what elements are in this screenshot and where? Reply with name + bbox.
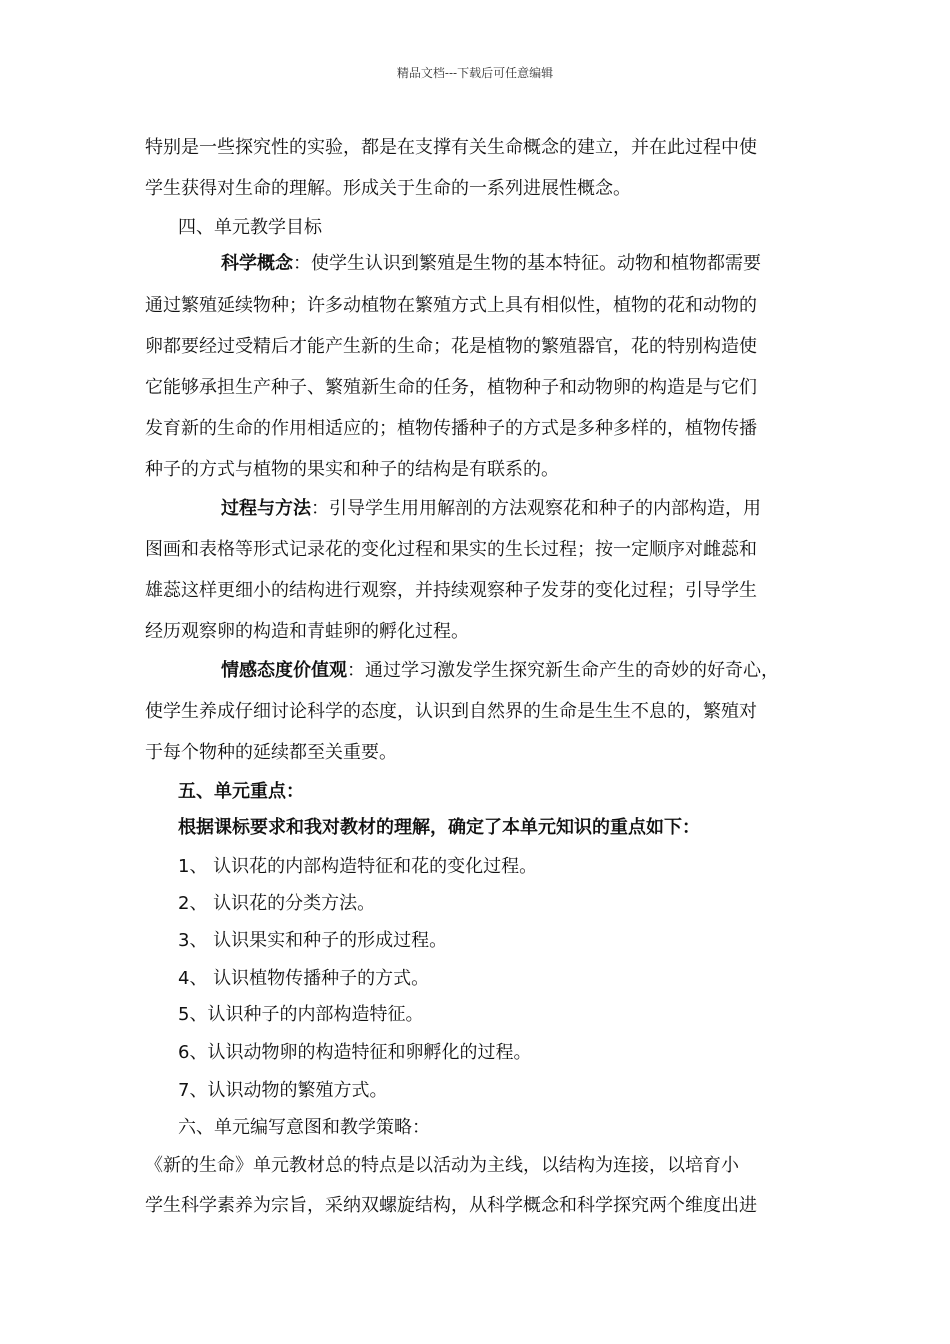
text-line (221, 659, 779, 683)
line-text: 卵都要经过受精后才能产生新的生命；花是植物的繁殖器官，花的特别构造使 (145, 336, 757, 357)
text-line (145, 741, 397, 765)
text-line (178, 1003, 423, 1027)
line-text: 经历观察卵的构造和青蛙卵的孵化过程。 (145, 621, 469, 642)
bold-heading: 根据课标要求和我对教材的理解，确定了本单元知识的重点如下： (178, 817, 700, 838)
line-text: 3、 认识果实和种子的形成过程。 (178, 930, 448, 951)
text-line (178, 929, 447, 953)
line-text: 1、 认识花的内部构造特征和花的变化过程。 (178, 856, 538, 877)
line-text: 种子的方式与植物的果实和种子的结构是有联系的。 (145, 459, 559, 480)
text-line (178, 967, 429, 991)
line-text: 它能够承担生产种子、繁殖新生命的任务，植物种子和动物卵的构造是与它们 (145, 377, 757, 398)
text-line (145, 1154, 739, 1178)
line-text: 雄蕊这样更细小的结构进行观察，并持续观察种子发芽的变化过程；引导学生 (145, 580, 757, 601)
line-text: 《新的生命》单元教材总的特点是以活动为主线，以结构为连接，以培育小 (145, 1155, 739, 1176)
text-line (221, 497, 761, 521)
page-header: 精品文档---下载后可任意编辑 (396, 66, 554, 80)
line-text: ：使学生认识到繁殖是生物的基本特征。动物和植物都需要 (293, 253, 761, 274)
line-text: 7、认识动物的繁殖方式。 (178, 1080, 388, 1101)
line-text: 于每个物种的延续都至关重要。 (145, 742, 397, 763)
text-line (178, 780, 304, 804)
text-line (145, 294, 757, 318)
line-text: 特别是一些探究性的实验，都是在支撑有关生命概念的建立，并在此过程中使 (145, 137, 757, 158)
text-line (145, 417, 757, 441)
bold-heading: 五、单元重点： (178, 781, 304, 802)
line-text: 学生科学素养为宗旨，采纳双螺旋结构，从科学概念和科学探究两个维度出进 (145, 1195, 757, 1216)
text-line (145, 458, 559, 482)
text-line (178, 216, 322, 240)
line-text: ：通过学习激发学生探究新生命产生的奇妙的好奇心， (347, 660, 779, 681)
line-text: 发育新的生命的作用相适应的；植物传播种子的方式是多种多样的，植物传播 (145, 418, 757, 439)
line-text: 四、单元教学目标 (178, 217, 322, 238)
text-line (145, 335, 757, 359)
bold-heading: 过程与方法 (221, 498, 311, 519)
text-line (145, 700, 757, 724)
line-text: 使学生养成仔细讨论科学的态度，认识到自然界的生命是生生不息的，繁殖对 (145, 701, 757, 722)
text-line (221, 252, 761, 276)
text-line (178, 1079, 387, 1103)
line-text: 图画和表格等形式记录花的变化过程和果实的生长过程；按一定顺序对雌蕊和 (145, 539, 757, 560)
text-line (178, 816, 700, 840)
line-text: 2、 认识花的分类方法。 (178, 893, 376, 914)
text-line (145, 538, 757, 562)
text-line (145, 376, 757, 400)
line-text: 学生获得对生命的理解。形成关于生命的一系列进展性概念。 (145, 178, 631, 199)
text-line (178, 892, 375, 916)
text-line (178, 1041, 531, 1065)
line-text: 5、认识种子的内部构造特征。 (178, 1004, 424, 1025)
line-text: 六、单元编写意图和教学策略： (178, 1117, 430, 1138)
bold-heading: 科学概念 (221, 253, 293, 274)
line-text: ：引导学生用用解剖的方法观察花和种子的内部构造，用 (311, 498, 761, 519)
text-line (178, 1116, 430, 1140)
text-line (145, 177, 631, 201)
bold-heading: 情感态度价值观 (221, 660, 347, 681)
line-text: 6、认识动物卵的构造特征和卵孵化的过程。 (178, 1042, 532, 1063)
text-line (178, 855, 537, 879)
text-line (145, 579, 757, 603)
line-text: 通过繁殖延续物种；许多动植物在繁殖方式上具有相似性，植物的花和动物的 (145, 295, 757, 316)
line-text: 4、 认识植物传播种子的方式。 (178, 968, 430, 989)
text-line (145, 1194, 757, 1218)
text-line (145, 620, 469, 644)
text-line (145, 136, 757, 160)
